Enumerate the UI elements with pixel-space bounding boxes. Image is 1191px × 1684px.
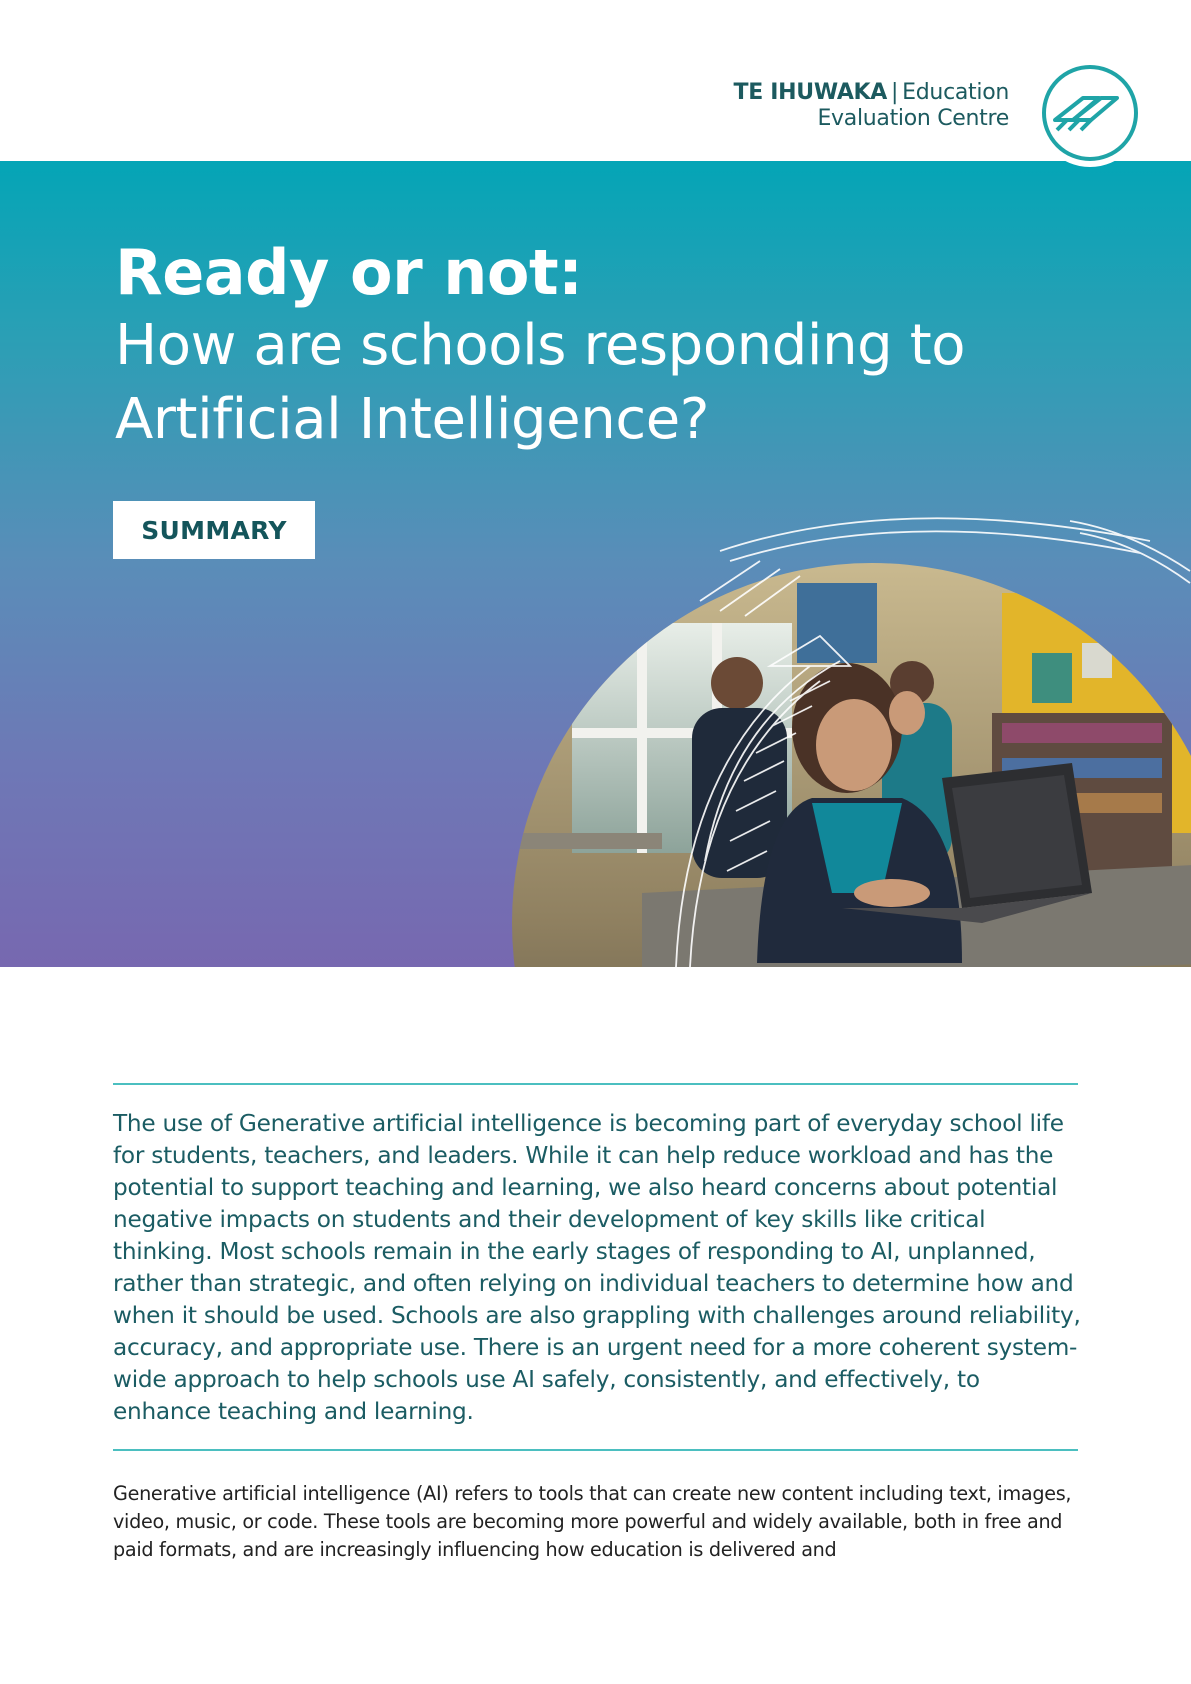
org-name-rest: Education xyxy=(902,80,1009,105)
org-name-bold: TE IHUWAKA xyxy=(733,80,888,105)
divider-top xyxy=(113,1083,1078,1085)
summary-tag: SUMMARY xyxy=(113,501,315,559)
org-name-line2: Evaluation Centre xyxy=(817,106,1009,131)
org-logo-text xyxy=(734,80,1010,132)
student-laptop-photo xyxy=(512,563,1191,967)
summary-lead-paragraph: The use of Generative artificial intelligence is becoming part of everyday school life for students, teachers, and leaders. While it can help reduce workload and has the potential to support teaching and learning, we also heard concerns about potential negative impacts on students and their development of key skills like critical thinking. Most schools remain in the early stages of responding to AI, unplanned, rather than strategic, and often relying on individual teachers to determine how and when it should be used. Schools are also grappling with challenges around reliability, accuracy, and appropriate use. There is an urgent need for a more coherent system-wide approach to help schools use AI safely, consistently, and effectively, to enhance teaching and learning. xyxy=(113,1110,1081,1425)
body-paragraph: Generative artificial intelligence (AI) refers to tools that can create new content including text, images, video, music, or code. These tools are becoming more powerful and widely available, both in free and paid formats, and are increasingly influencing how education is delivered and xyxy=(113,1482,1072,1561)
divider-bottom xyxy=(113,1449,1078,1451)
page-title: Ready or not: xyxy=(115,236,583,309)
org-separator: | xyxy=(891,80,899,105)
hero-banner xyxy=(0,161,1191,967)
page-subtitle: How are schools responding to Artificial Intelligence? xyxy=(115,313,966,452)
ero-logo-icon xyxy=(1035,58,1145,168)
